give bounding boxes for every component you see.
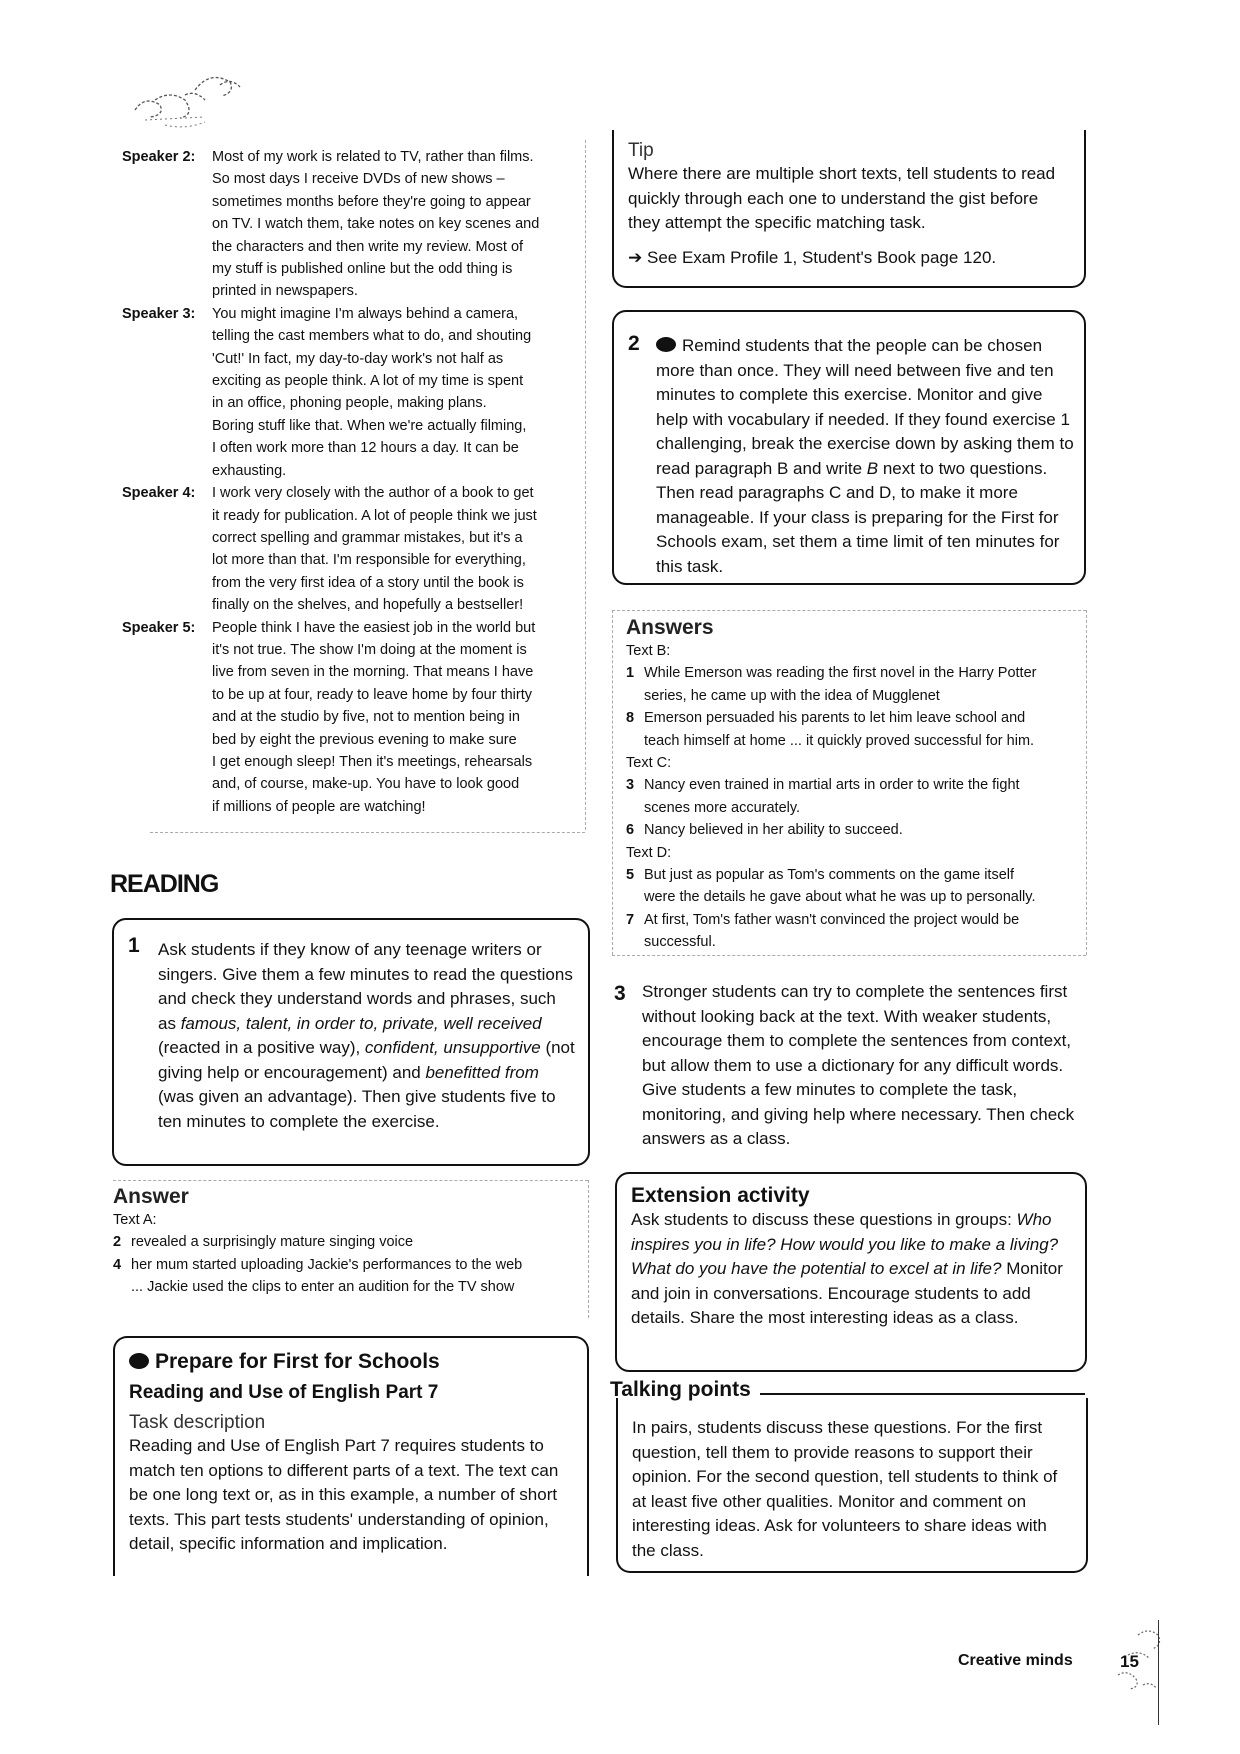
answers-bottom-rule	[612, 955, 1086, 956]
exercise-2-text	[656, 334, 1076, 579]
speaker-line: my stuff is published online but the odd thing is	[212, 261, 513, 278]
text-run: (was given an advantage). Then give students five to ten minutes to complete the exercise.	[158, 1087, 556, 1131]
answer-top-rule	[113, 1180, 588, 1181]
exercise-1-box	[112, 918, 590, 1166]
answer-number: 7	[626, 911, 635, 928]
exercise-number: 1	[128, 934, 140, 957]
speaker-line: if millions of people are watching!	[212, 798, 426, 815]
prepare-body: Reading and Use of English Part 7 requires students to match ten options to different parts of a text. The text can be one long text or, as in this example, a number of short texts. This part tests students' understanding of opinion, detail, specific information and implication.	[129, 1436, 559, 1553]
answers-group	[626, 662, 1076, 752]
answer-item	[626, 662, 1076, 707]
answer-number: 3	[626, 777, 635, 794]
prepare-title-text: Prepare for First for Schools	[155, 1350, 440, 1373]
answers-title: Answers	[626, 616, 714, 639]
speaker-label: Speaker 5:	[122, 619, 196, 636]
tip-title: Tip	[628, 140, 654, 161]
speaker-line: and at the studio by five, not to mention being in	[212, 709, 520, 726]
speaker-line: it ready for publication. A lot of people think we just	[212, 507, 537, 524]
speaker-line: I work very closely with the author of a book to get	[212, 485, 534, 502]
speaker-text	[212, 303, 570, 482]
speaker-line: So most days I receive DVDs of new shows –	[212, 171, 505, 188]
speakers-transcript	[122, 146, 570, 818]
extension-box	[615, 1172, 1087, 1372]
speaker-entry	[122, 303, 570, 482]
speaker-text	[212, 482, 570, 616]
speaker-line: finally on the shelves, and hopefully a bestseller!	[212, 597, 524, 614]
answer-number: 5	[626, 867, 635, 884]
speaker-line: in an office, phoning people, making plans.	[212, 395, 487, 412]
column-divider	[585, 140, 586, 830]
speaker-line: and, of course, make-up. You have to look good	[212, 776, 520, 793]
answer-number: 2	[113, 1234, 122, 1251]
talking-points-body: In pairs, students discuss these questions. For the first question, tell them to provide reasons to support their opinion. For the second question, tell students to think of at least five other qualities. Monitor and comment on interesting ideas. Ask for volunteers to share ideas with the class.	[632, 1418, 1058, 1560]
exam-icon	[656, 337, 676, 352]
prepare-title	[129, 1350, 574, 1374]
answer-text	[644, 864, 1035, 909]
speaker-line: People think I have the easiest job in the world but	[212, 619, 536, 636]
answer-item	[113, 1254, 588, 1299]
answer-line: revealed a surprisingly mature singing voice	[131, 1234, 414, 1251]
answer-item	[626, 909, 1076, 954]
answer-line: Nancy believed in her ability to succeed.	[644, 822, 903, 839]
speaker-line: 'Cut!' In fact, my day-to-day work's not half as	[212, 350, 504, 367]
speaker-line: printed in newspapers.	[212, 283, 358, 300]
answer-line: Emerson persuaded his parents to let him leave school and	[644, 710, 1026, 727]
answers-section: Text B:	[626, 643, 671, 659]
answer-line: Nancy even trained in martial arts in order to write the fight	[644, 777, 1020, 794]
prepare-subtitle: Reading and Use of English Part 7	[129, 1382, 439, 1403]
speaker-label: Speaker 4:	[122, 485, 196, 502]
speaker-label: Speaker 3:	[122, 305, 196, 322]
speaker-line: exhausting.	[212, 462, 287, 479]
speaker-line: live from seven in the morning. That means I have	[212, 664, 534, 681]
answer-number: 8	[626, 710, 635, 727]
speaker-line: on TV. I watch them, take notes on key scenes and	[212, 216, 540, 233]
answer-line: At first, Tom's father wasn't convinced the project would be	[644, 911, 1020, 928]
answer-item	[113, 1231, 588, 1253]
answer-item	[626, 774, 1076, 819]
answer-text	[131, 1254, 522, 1299]
transcript-bottom-rule	[150, 832, 585, 833]
speaker-line: to be up at four, ready to leave home by four thirty	[212, 686, 532, 703]
talking-points-label: Talking points	[610, 1378, 751, 1401]
text-run: next to two questions. Then read paragraphs C and D, to make it more manageable. If your class is preparing for the First for Schools exam, set them a time limit of ten minutes for this task.	[656, 458, 1060, 576]
speaker-entry	[122, 617, 570, 819]
answer-number: 4	[113, 1256, 122, 1273]
answer-text	[644, 819, 903, 841]
speaker-line: sometimes months before they're going to appear	[212, 193, 531, 210]
speaker-line: from the very first idea of a story until the book is	[212, 574, 524, 591]
page-number: 15	[1120, 1652, 1139, 1671]
exercise-number: 2	[628, 332, 640, 355]
answers-right-rule	[1086, 610, 1087, 955]
answers-top-rule	[612, 610, 1086, 611]
text-run-italic: benefitted from	[425, 1062, 539, 1082]
answer-line: ... Jackie used the clips to enter an audition for the TV show	[131, 1279, 515, 1296]
answer-line: her mum started uploading Jackie's performances to the web	[131, 1256, 523, 1273]
answer-item	[626, 864, 1076, 909]
speaker-line: it's not true. The show I'm doing at the moment is	[212, 641, 527, 658]
text-run-italic: B	[866, 458, 879, 478]
tip-reference	[628, 246, 1068, 271]
answer-number: 1	[626, 665, 635, 682]
speaker-line: exciting as people think. A lot of my time is spent	[212, 373, 524, 390]
answer-line: were the details he gave about what he was up to personally.	[644, 889, 1036, 906]
answer-text	[644, 909, 1019, 954]
answer-box	[113, 1185, 588, 1318]
answer-line: While Emerson was reading the first novel in the Harry Potter	[644, 665, 1037, 682]
arrow-icon: ➔	[628, 247, 643, 267]
answer-line: But just as popular as Tom's comments on the game itself	[644, 867, 1015, 884]
page-rule	[1158, 1620, 1159, 1725]
footer-title: Creative minds	[958, 1652, 1073, 1669]
answers-box	[612, 610, 1086, 955]
speaker-entry	[122, 146, 570, 303]
answers-section: Text D:	[626, 844, 672, 861]
speaker-line: the characters and then write my review. Most of	[212, 238, 524, 255]
answers-section: Text C:	[626, 755, 672, 772]
answer-list	[113, 1231, 588, 1298]
answer-number: 6	[626, 822, 635, 839]
answers-left-rule	[612, 610, 613, 955]
answer-text	[644, 662, 1036, 707]
answer-line: series, he came up with the idea of Mugglenet	[644, 687, 940, 704]
speaker-line: Most of my work is related to TV, rather than films.	[212, 149, 534, 165]
extension-body	[631, 1208, 1071, 1331]
speaker-line: You might imagine I'm always behind a camera,	[212, 305, 519, 322]
answer-line: teach himself at home ... it quickly proved successful for him.	[644, 732, 1035, 749]
text-run: Monitor and join in conversations. Encourage students to add details. Share the most interesting ideas as a class.	[631, 1259, 1063, 1327]
text-run-italic: Who inspires you in life? How would you like to make a living? What do you have the potential to excel at in life?	[631, 1210, 1059, 1278]
prepare-box	[113, 1336, 589, 1576]
text-run: Ask students if they know of any teenage writers or singers. Give them a few minutes to read the questions and check they understand words and phrases, such as	[158, 940, 573, 1033]
task-description-heading: Task description	[129, 1412, 266, 1433]
exercise-2-box	[612, 310, 1086, 585]
talking-points-box	[616, 1398, 1088, 1573]
answers-group	[626, 864, 1076, 954]
answer-line: successful.	[644, 934, 716, 951]
speaker-text	[212, 617, 570, 819]
text-run: (reacted in a positive way),	[158, 1038, 365, 1057]
text-run-italic: confident, unsupportive	[364, 1038, 541, 1057]
talking-points-rule	[760, 1393, 1085, 1395]
answer-text	[644, 707, 1034, 752]
answer-line: scenes more accurately.	[644, 799, 801, 816]
answers-list	[626, 640, 1076, 954]
speaker-line: I get enough sleep! Then it's meetings, rehearsals	[212, 753, 533, 770]
text-run: Remind students that the people can be chosen more than once. They will need between five and ten minutes to complete this exercise. Monitor and give help with vocabulary if needed. If they found exercise 1 challenging, break the exercise down by asking them to read paragraph B and write	[656, 336, 1074, 478]
doodle-illustration	[125, 70, 255, 135]
speaker-line: Boring stuff like that. When we're actually filming,	[212, 417, 527, 434]
tip-body: Where there are multiple short texts, tell students to read quickly through each one to understand the gist before they attempt the specific matching task.	[628, 164, 1056, 232]
answers-group	[626, 774, 1076, 841]
speaker-line: correct spelling and grammar mistakes, but it's a	[212, 529, 523, 546]
extension-title: Extension activity	[631, 1184, 810, 1207]
speaker-line: I often work more than 12 hours a day. It can be	[212, 440, 519, 457]
answer-right-rule	[588, 1180, 589, 1318]
exercise-3-text: Stronger students can try to complete the sentences first without looking back at the text. With weaker students, encourage them to complete the sentences from context, but allow them to use a dictionary for any difficult words. Give students a few minutes to complete the task, monitoring, and giving help where necessary. Then check answers as a class.	[642, 982, 1075, 1148]
answer-section: Text A:	[113, 1212, 157, 1228]
exam-icon	[129, 1353, 149, 1369]
exercise-number: 3	[614, 982, 626, 1005]
speaker-label: Speaker 2:	[122, 149, 196, 165]
speaker-line: lot more than that. I'm responsible for everything,	[212, 552, 526, 569]
tip-box	[612, 130, 1086, 288]
speaker-line: telling the cast members what to do, and shouting	[212, 328, 532, 345]
answer-item	[626, 819, 1076, 841]
text-run-italic: famous, talent, in order to, private, well received	[180, 1013, 542, 1033]
answer-item	[626, 707, 1076, 752]
answer-text	[644, 774, 1020, 819]
reading-heading: READING	[110, 870, 219, 898]
answer-text	[131, 1231, 413, 1253]
text-run: Ask students to discuss these questions in groups:	[631, 1210, 1017, 1229]
exercise-1-text	[158, 938, 578, 1134]
speaker-text	[212, 146, 570, 303]
answer-title: Answer	[113, 1185, 189, 1208]
text-run: (not giving help or encouragement) and	[158, 1038, 575, 1082]
speaker-line: bed by eight the previous evening to make sure	[212, 731, 517, 748]
speaker-entry	[122, 482, 570, 616]
tip-reference-text: See Exam Profile 1, Student's Book page 120.	[646, 247, 997, 267]
